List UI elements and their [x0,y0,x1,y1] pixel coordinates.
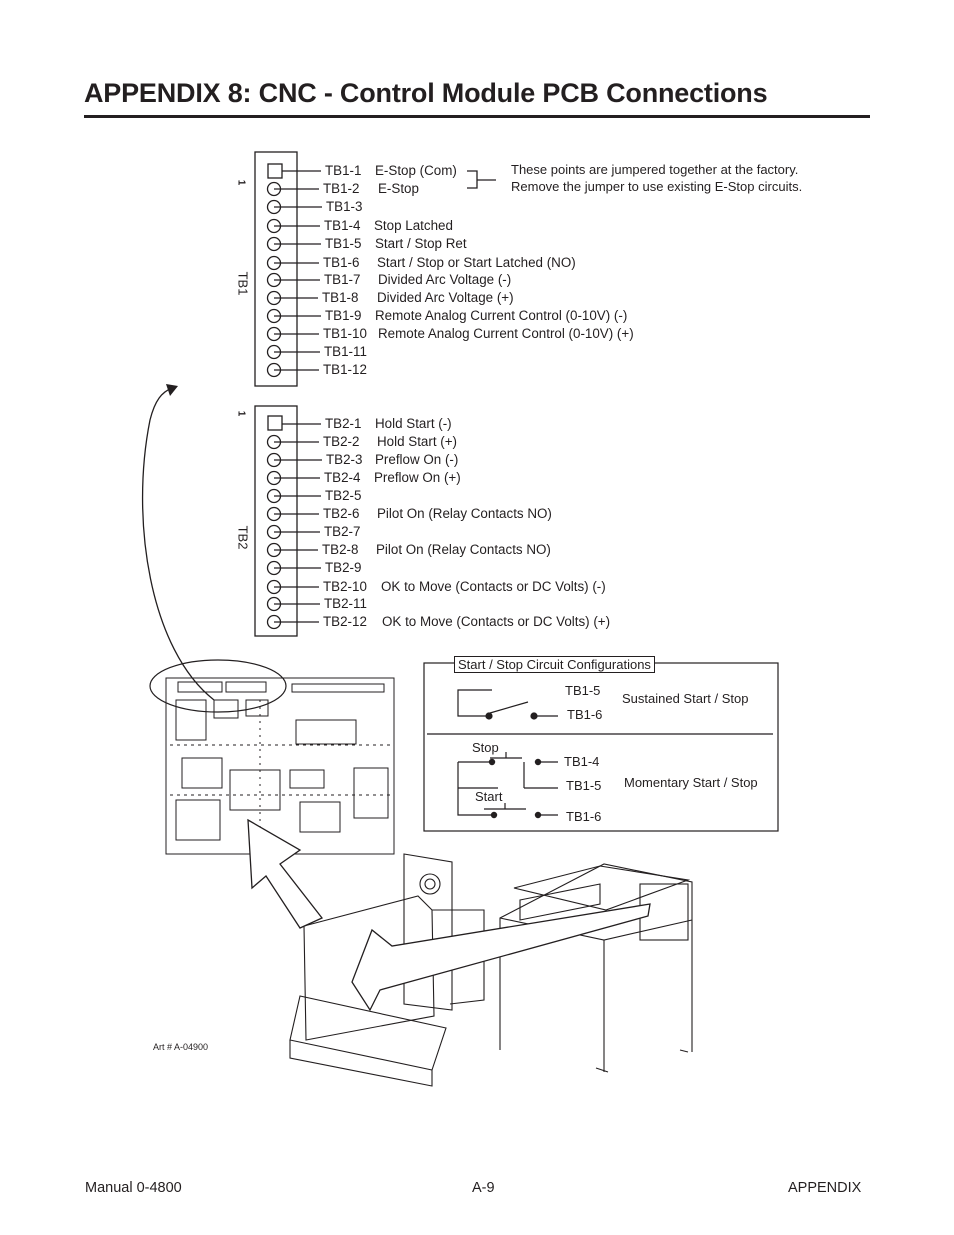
momentary-tb-a: TB1-4 [564,754,600,769]
tb1-terminal-id: TB1-1 [325,163,362,178]
tb1-terminal-id: TB1-3 [326,199,363,214]
tb2-terminal-description: Pilot On (Relay Contacts NO) [377,506,552,521]
footer-section: APPENDIX [788,1180,862,1196]
tb2-terminal-description: OK to Move (Contacts or DC Volts) (-) [381,579,606,594]
footer-page-number: A-9 [472,1180,495,1196]
momentary-tb-b: TB1-5 [566,778,602,793]
momentary-stop-label: Stop [472,740,499,755]
tb1-terminal-description: E-Stop [378,181,419,196]
tb2-pin-1-square [268,416,282,430]
tb2-terminal-id: TB2-6 [323,506,360,521]
tb1-terminal-description: Start / Stop or Start Latched (NO) [377,255,576,270]
tb1-pin-1-square [268,164,282,178]
tb2-terminal-description: Preflow On (-) [375,452,459,467]
footer-manual: Manual 0-4800 [85,1180,182,1196]
tb1-terminal-description: Remote Analog Current Control (0-10V) (-) [375,308,628,323]
tb2-terminal-id: TB2-11 [324,596,367,611]
sustained-caption: Sustained Start / Stop [622,691,749,706]
sustained-tb-a: TB1-5 [565,683,601,698]
machine-callout-arrow [352,904,650,1010]
sustained-wire [458,690,492,716]
tb2-terminal-id: TB2-9 [325,560,362,575]
momentary-caption: Momentary Start / Stop [624,775,758,790]
tb1-terminal-description: Remote Analog Current Control (0-10V) (+) [378,326,634,341]
tb1-terminal-id: TB1-6 [323,255,360,270]
tb1-pin-marker: 1 [235,179,247,186]
tb2-terminal-description: Preflow On (+) [374,470,461,485]
tb1-terminal-id: TB1-2 [323,181,360,196]
tb1-terminal-description: Divided Arc Voltage (+) [377,290,514,305]
tb1-terminal-id: TB1-12 [323,362,367,377]
tb2-terminal-id: TB2-8 [322,542,359,557]
tb2-terminal-id: TB2-10 [323,579,367,594]
tb2-pin-marker: 1 [235,410,247,417]
tb1-terminal-description: Start / Stop Ret [375,236,467,251]
sustained-switch [490,702,528,713]
tb1-side-label: TB1 [235,271,251,296]
tb2-terminal-description: Hold Start (-) [375,416,452,431]
tb1-terminal-description: E-Stop (Com) [375,163,457,178]
tb2-terminal-id: TB2-4 [324,470,361,485]
page-title: APPENDIX 8: CNC - Control Module PCB Connections [84,78,768,108]
curved-arrow-line [143,388,214,700]
tb2-terminal-description: Pilot On (Relay Contacts NO) [376,542,551,557]
circuit-box-title: Start / Stop Circuit Configurations [454,656,655,673]
tb2-terminal-id: TB2-1 [325,416,362,431]
momentary-tb-c: TB1-6 [566,809,602,824]
pcb-callout-arrow [248,820,322,928]
jumper-note-line-2: Remove the jumper to use existing E-Stop circuits. [511,179,803,194]
tb1-terminal-id: TB1-4 [324,218,361,233]
tb1-terminal-id: TB1-11 [324,344,367,359]
momentary-start-label: Start [475,789,503,804]
pcb-illustration [150,660,394,854]
jumper-bracket [467,171,496,188]
tb2-block [255,406,297,636]
tb2-terminal-description: OK to Move (Contacts or DC Volts) (+) [382,614,611,629]
tb1-terminal-id: TB1-7 [324,272,361,287]
callout-arrows [248,820,650,1010]
tb1-terminal-description: Stop Latched [374,218,453,233]
tb1-terminal-id: TB1-10 [323,326,367,341]
tb2-terminal-id: TB2-7 [324,524,361,539]
tb1-terminal-id: TB1-9 [325,308,362,323]
tb1-terminal-id: TB1-8 [322,290,359,305]
tb1-terminal-id: TB1-5 [325,236,362,251]
jumper-note-line-1: These points are jumpered together at the factory. [511,162,799,177]
tb1-terminal-description: Divided Arc Voltage (-) [378,272,512,287]
tb2-terminal-id: TB2-5 [325,488,362,503]
sustained-tb-b: TB1-6 [567,707,603,722]
tb2-terminal-description: Hold Start (+) [377,434,457,449]
tb2-side-label: TB2 [235,525,251,550]
tb2-terminal-id: TB2-12 [323,614,367,629]
tb2-terminal-id: TB2-3 [326,452,363,467]
art-number: Art # A-04900 [153,1042,209,1052]
tb2-terminal-id: TB2-2 [323,434,360,449]
machine-illustration [290,854,692,1086]
